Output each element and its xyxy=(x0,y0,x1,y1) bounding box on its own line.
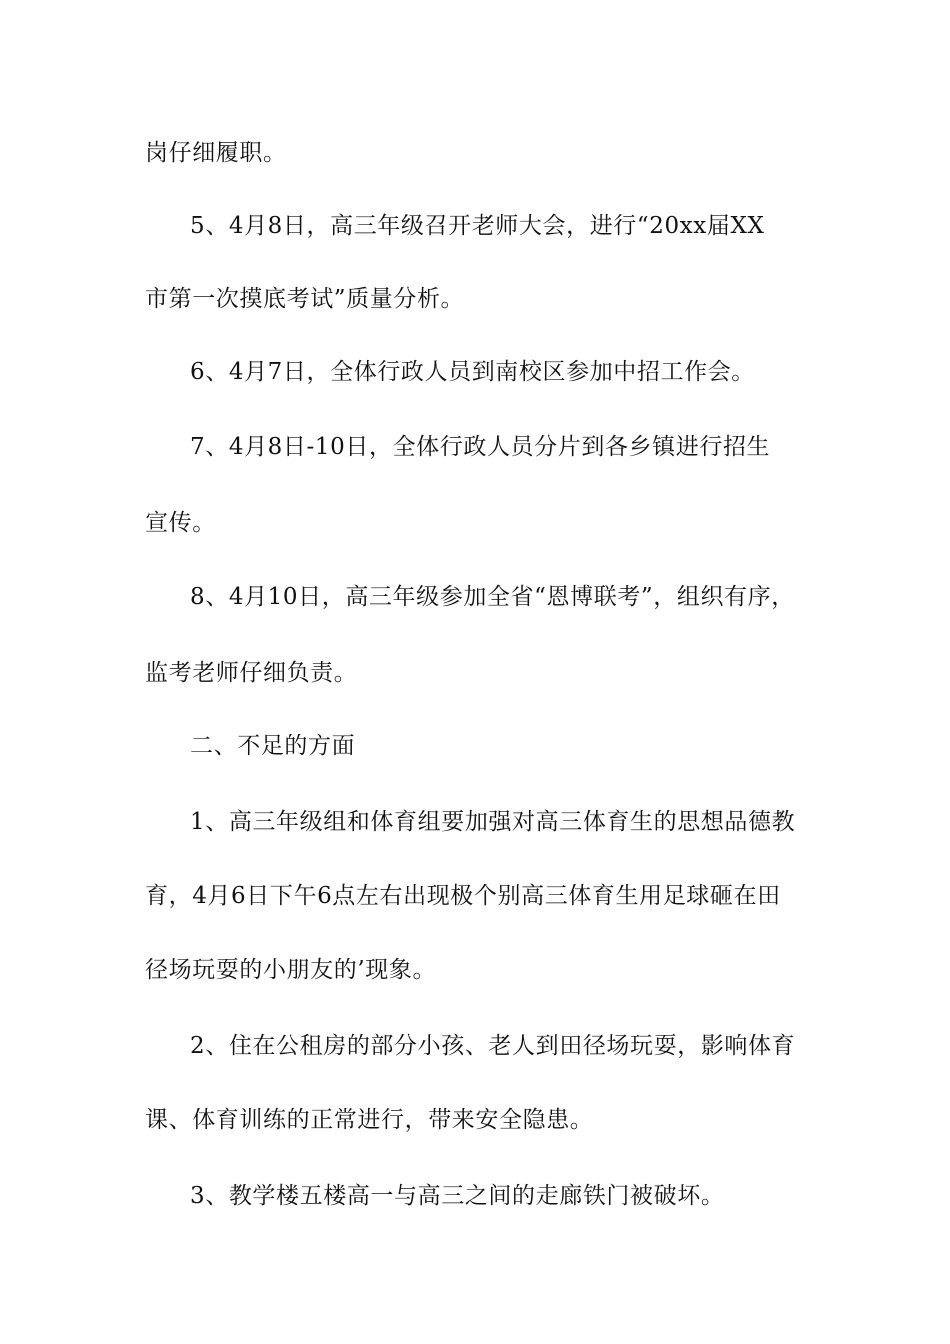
text-line-14: 课、体育训练的正常进行，带来安全隐患。 xyxy=(145,1107,594,1133)
text-line-12: 径场玩耍的小朋友的’现象。 xyxy=(145,957,437,983)
section-heading: 二、不足的方面 xyxy=(190,733,356,759)
text-line-11: 育，4月6日下午6点左右出现极个别高三体育生用足球砸在田 xyxy=(145,883,781,909)
text-line-13: 2、住在公租房的部分小孩、老人到田径场玩耍，影响体育 xyxy=(190,1033,796,1059)
text-line-6: 宣传。 xyxy=(145,510,216,536)
text-line-5: 7、4月8日-10日，全体行政人员分片到各乡镇进行招生 xyxy=(190,434,771,460)
text-line-2: 5、4月8日，高三年级召开老师大会，进行“20xx届XX xyxy=(190,213,765,239)
text-line-10: 1、高三年级组和体育组要加强对高三体育生的思想品德教 xyxy=(190,809,796,835)
text-line-3: 市第一次摸底考试”质量分析。 xyxy=(145,286,465,312)
text-line-4: 6、4月7日，全体行政人员到南校区参加中招工作会。 xyxy=(190,359,755,385)
text-line-8: 监考老师仔细负责。 xyxy=(145,660,358,686)
text-line-1: 岗仔细履职。 xyxy=(145,140,287,166)
text-line-7: 8、4月10日，高三年级参加全省“恩博联考”，组织有序， xyxy=(190,584,795,610)
text-line-15: 3、教学楼五楼高一与高三之间的走廊铁门被破坏。 xyxy=(190,1183,725,1209)
